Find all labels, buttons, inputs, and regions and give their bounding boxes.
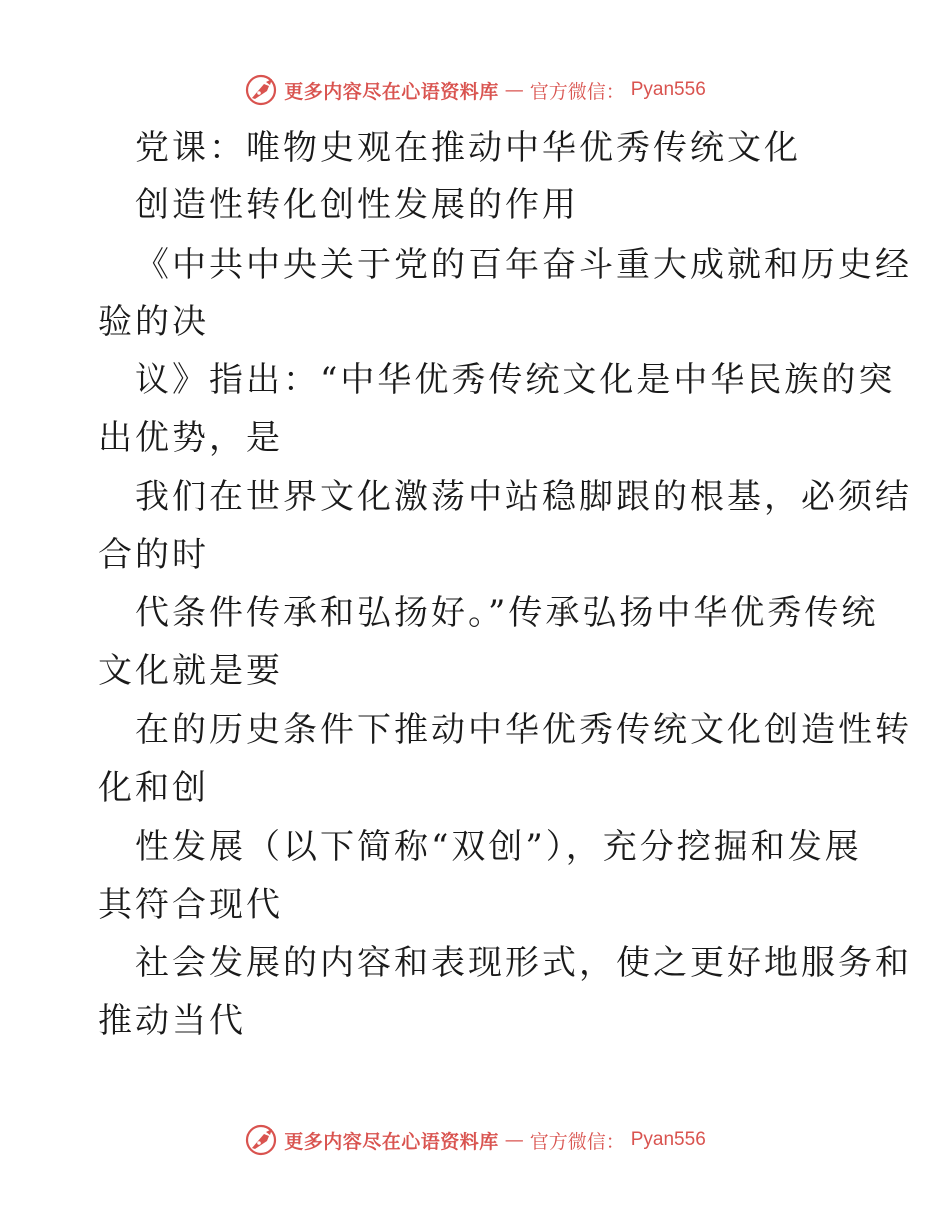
paragraph-line: 出优势，是 (98, 418, 283, 458)
paragraph-line: 其符合现代 (98, 885, 283, 925)
banner-wechat-id: Pyan556 (630, 79, 706, 100)
banner-separator: — (504, 1129, 524, 1151)
banner-wechat-label: 官方微信： (529, 80, 625, 103)
banner-wechat-id: Pyan556 (630, 1129, 706, 1150)
paragraph-line: 《中共中央关于党的百年奋斗重大成就和历史经 (135, 245, 912, 285)
paragraph-line: 验的决 (98, 302, 209, 342)
paragraph-line: 合的时 (98, 535, 209, 575)
header-banner (0, 70, 950, 110)
paragraph-line: 化和创 (98, 768, 209, 808)
banner-wechat-label: 官方微信： (529, 1130, 625, 1153)
paragraph-line: 推动当代 (98, 1001, 246, 1041)
paragraph-line: 议》指出：“中华优秀传统文化是中华民族的突 (135, 360, 896, 400)
paragraph-line: 代条件传承和弘扬好。”传承弘扬中华优秀传统 (135, 593, 879, 633)
document-title-line-1: 党课：唯物史观在推动中华优秀传统文化 (135, 128, 801, 168)
banner-separator: — (504, 79, 524, 101)
paragraph-line: 性发展（以下简称“双创”），充分挖掘和发展 (135, 827, 862, 867)
paragraph-line: 我们在世界文化激荡中站稳脚跟的根基，必须结 (135, 477, 912, 517)
paragraph-line: 文化就是要 (98, 651, 283, 691)
banner-main-text: 更多内容尽在心语资料库 (284, 80, 499, 103)
footer-banner (0, 1120, 950, 1160)
banner-main-text: 更多内容尽在心语资料库 (284, 1130, 499, 1153)
pen-nib-circle-icon (244, 1123, 278, 1157)
paragraph-line: 社会发展的内容和表现形式，使之更好地服务和 (135, 943, 912, 983)
paragraph-line: 在的历史条件下推动中华优秀传统文化创造性转 (135, 710, 912, 750)
pen-nib-circle-icon (244, 73, 278, 107)
document-title-line-2: 创造性转化创性发展的作用 (135, 185, 579, 225)
